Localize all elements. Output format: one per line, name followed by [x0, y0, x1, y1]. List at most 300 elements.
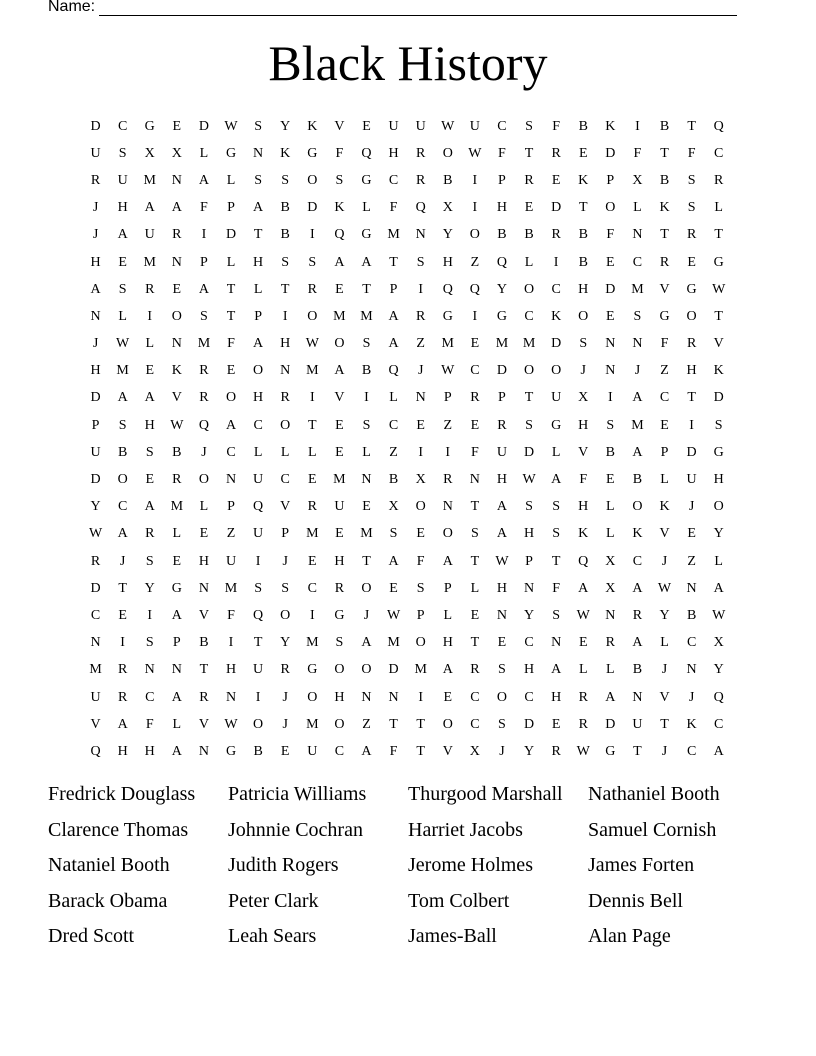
- grid-letter[interactable]: Y: [90, 499, 101, 515]
- grid-letter[interactable]: O: [415, 499, 426, 515]
- grid-letter[interactable]: S: [525, 417, 533, 433]
- grid-letter[interactable]: F: [389, 200, 398, 216]
- grid-letter[interactable]: Q: [334, 227, 345, 243]
- grid-letter[interactable]: W: [495, 553, 509, 569]
- grid-letter[interactable]: O: [334, 336, 345, 352]
- grid-letter[interactable]: A: [144, 499, 155, 515]
- grid-letter[interactable]: I: [309, 607, 315, 623]
- grid-letter[interactable]: R: [117, 689, 128, 705]
- grid-letter[interactable]: K: [578, 172, 589, 188]
- grid-letter[interactable]: E: [497, 635, 507, 651]
- grid-letter[interactable]: G: [307, 662, 318, 678]
- grid-letter[interactable]: X: [605, 580, 616, 596]
- grid-letter[interactable]: B: [632, 662, 643, 678]
- grid-letter[interactable]: D: [551, 336, 562, 352]
- grid-letter[interactable]: O: [280, 607, 291, 623]
- grid-letter[interactable]: P: [172, 635, 181, 651]
- grid-letter[interactable]: C: [90, 607, 101, 623]
- grid-letter[interactable]: F: [227, 336, 235, 352]
- grid-letter[interactable]: T: [199, 662, 209, 678]
- grid-letter[interactable]: E: [335, 444, 344, 460]
- grid-letter[interactable]: M: [441, 336, 454, 352]
- grid-letter[interactable]: A: [361, 635, 372, 651]
- grid-letter[interactable]: H: [198, 553, 209, 569]
- grid-letter[interactable]: B: [686, 607, 697, 623]
- grid-letter[interactable]: A: [388, 336, 399, 352]
- grid-letter[interactable]: R: [307, 499, 317, 515]
- grid-letter[interactable]: J: [282, 689, 288, 705]
- grid-letter[interactable]: P: [498, 390, 506, 406]
- grid-letter[interactable]: N: [225, 689, 237, 705]
- grid-letter[interactable]: R: [551, 227, 561, 243]
- grid-letter[interactable]: N: [415, 390, 426, 406]
- grid-letter[interactable]: Q: [469, 281, 480, 297]
- grid-letter[interactable]: C: [632, 553, 643, 569]
- grid-letter[interactable]: T: [389, 716, 398, 732]
- grid-letter[interactable]: P: [281, 526, 290, 542]
- grid-letter[interactable]: O: [469, 227, 480, 243]
- grid-letter[interactable]: A: [496, 499, 508, 515]
- grid-letter[interactable]: C: [388, 417, 399, 433]
- grid-letter[interactable]: I: [282, 308, 288, 324]
- grid-letter[interactable]: L: [660, 472, 669, 488]
- grid-letter[interactable]: M: [495, 336, 509, 352]
- grid-letter[interactable]: P: [227, 499, 235, 515]
- grid-letter[interactable]: E: [416, 526, 425, 542]
- grid-letter[interactable]: T: [253, 635, 263, 651]
- grid-letter[interactable]: D: [523, 444, 535, 460]
- grid-letter[interactable]: S: [498, 716, 506, 732]
- grid-letter[interactable]: B: [280, 227, 290, 243]
- grid-letter[interactable]: M: [414, 662, 427, 678]
- grid-letter[interactable]: M: [197, 336, 211, 352]
- grid-letter[interactable]: I: [364, 390, 369, 406]
- grid-letter[interactable]: L: [362, 200, 371, 216]
- grid-letter[interactable]: N: [171, 254, 182, 270]
- grid-letter[interactable]: I: [418, 444, 423, 460]
- grid-letter[interactable]: C: [497, 118, 507, 134]
- grid-letter[interactable]: U: [307, 743, 318, 759]
- grid-letter[interactable]: Y: [523, 743, 535, 759]
- grid-letter[interactable]: E: [687, 526, 696, 542]
- grid-letter[interactable]: S: [118, 417, 127, 433]
- grid-letter[interactable]: R: [686, 336, 697, 352]
- grid-letter[interactable]: S: [687, 200, 696, 216]
- grid-letter[interactable]: U: [225, 553, 237, 569]
- grid-letter[interactable]: F: [606, 227, 615, 243]
- grid-letter[interactable]: O: [361, 580, 372, 596]
- grid-letter[interactable]: R: [172, 472, 182, 488]
- grid-letter[interactable]: N: [442, 499, 453, 515]
- grid-letter[interactable]: G: [713, 444, 724, 460]
- grid-letter[interactable]: J: [92, 336, 99, 352]
- grid-letter[interactable]: O: [253, 363, 264, 379]
- grid-letter[interactable]: J: [661, 743, 668, 759]
- grid-letter[interactable]: S: [281, 172, 290, 188]
- grid-letter[interactable]: W: [170, 417, 184, 433]
- grid-letter[interactable]: H: [442, 635, 453, 651]
- grid-letter[interactable]: U: [253, 526, 264, 542]
- grid-letter[interactable]: J: [201, 444, 207, 460]
- grid-letter[interactable]: B: [388, 472, 399, 488]
- grid-letter[interactable]: I: [120, 635, 125, 651]
- grid-letter[interactable]: P: [660, 444, 669, 460]
- grid-letter[interactable]: S: [416, 254, 425, 270]
- grid-letter[interactable]: E: [199, 526, 209, 542]
- grid-letter[interactable]: S: [308, 254, 317, 270]
- grid-letter[interactable]: B: [659, 118, 670, 134]
- grid-letter[interactable]: K: [659, 499, 670, 515]
- grid-letter[interactable]: O: [334, 716, 345, 732]
- grid-letter[interactable]: K: [632, 526, 643, 542]
- grid-letter[interactable]: V: [198, 607, 209, 623]
- grid-letter[interactable]: L: [226, 172, 236, 188]
- grid-letter[interactable]: J: [282, 716, 288, 732]
- grid-letter[interactable]: G: [659, 308, 670, 324]
- grid-letter[interactable]: L: [362, 444, 371, 460]
- grid-letter[interactable]: S: [118, 145, 127, 161]
- grid-letter[interactable]: A: [388, 308, 399, 324]
- grid-letter[interactable]: A: [144, 200, 155, 216]
- grid-letter[interactable]: E: [606, 254, 615, 270]
- grid-letter[interactable]: U: [469, 118, 480, 134]
- grid-letter[interactable]: S: [416, 580, 425, 596]
- grid-letter[interactable]: D: [388, 662, 399, 678]
- grid-letter[interactable]: E: [335, 526, 344, 542]
- grid-letter[interactable]: N: [523, 580, 535, 596]
- grid-letter[interactable]: Y: [659, 607, 670, 623]
- grid-letter[interactable]: V: [280, 499, 291, 515]
- grid-letter[interactable]: Y: [144, 580, 155, 596]
- grid-letter[interactable]: V: [713, 336, 724, 352]
- grid-letter[interactable]: B: [361, 363, 372, 379]
- grid-letter[interactable]: W: [657, 580, 672, 596]
- grid-letter[interactable]: N: [632, 336, 643, 352]
- grid-letter[interactable]: W: [116, 336, 130, 352]
- grid-letter[interactable]: H: [578, 417, 589, 433]
- grid-letter[interactable]: E: [226, 363, 236, 379]
- grid-letter[interactable]: R: [497, 417, 507, 433]
- grid-letter[interactable]: M: [306, 526, 319, 542]
- grid-letter[interactable]: C: [470, 363, 480, 379]
- grid-letter[interactable]: A: [171, 200, 182, 216]
- grid-letter[interactable]: R: [145, 281, 155, 297]
- grid-letter[interactable]: F: [416, 553, 425, 569]
- grid-letter[interactable]: U: [334, 499, 345, 515]
- grid-letter[interactable]: O: [551, 363, 562, 379]
- grid-letter[interactable]: S: [145, 635, 154, 651]
- grid-letter[interactable]: Z: [389, 444, 398, 460]
- grid-letter[interactable]: Q: [713, 689, 724, 705]
- grid-letter[interactable]: O: [523, 363, 535, 379]
- grid-letter[interactable]: T: [660, 716, 669, 732]
- grid-letter[interactable]: T: [416, 743, 425, 759]
- grid-letter[interactable]: B: [199, 635, 209, 651]
- grid-letter[interactable]: L: [308, 444, 317, 460]
- grid-letter[interactable]: T: [687, 118, 696, 134]
- grid-letter[interactable]: O: [632, 499, 643, 515]
- grid-letter[interactable]: E: [578, 145, 588, 161]
- grid-letter[interactable]: T: [470, 635, 480, 651]
- grid-letter[interactable]: H: [388, 145, 399, 161]
- grid-letter[interactable]: S: [254, 118, 262, 134]
- grid-letter[interactable]: G: [605, 743, 616, 759]
- grid-letter[interactable]: R: [605, 635, 615, 651]
- grid-letter[interactable]: O: [307, 308, 318, 324]
- grid-letter[interactable]: K: [578, 526, 589, 542]
- grid-letter[interactable]: R: [145, 526, 155, 542]
- grid-letter[interactable]: O: [334, 662, 345, 678]
- grid-letter[interactable]: H: [442, 254, 453, 270]
- grid-letter[interactable]: L: [389, 390, 398, 406]
- grid-letter[interactable]: E: [551, 172, 561, 188]
- grid-letter[interactable]: R: [578, 716, 588, 732]
- grid-letter[interactable]: C: [524, 308, 534, 324]
- grid-letter[interactable]: O: [117, 472, 128, 488]
- grid-letter[interactable]: Y: [280, 118, 291, 134]
- grid-letter[interactable]: W: [88, 526, 103, 542]
- grid-letter[interactable]: A: [117, 716, 128, 732]
- grid-letter[interactable]: O: [253, 716, 264, 732]
- grid-letter[interactable]: M: [631, 417, 644, 433]
- grid-letter[interactable]: U: [117, 172, 128, 188]
- grid-letter[interactable]: D: [523, 716, 535, 732]
- grid-letter[interactable]: T: [714, 308, 723, 324]
- grid-letter[interactable]: M: [333, 472, 346, 488]
- grid-letter[interactable]: L: [145, 336, 155, 352]
- grid-letter[interactable]: U: [415, 118, 426, 134]
- grid-letter[interactable]: R: [199, 689, 209, 705]
- grid-letter[interactable]: S: [362, 417, 371, 433]
- grid-letter[interactable]: E: [308, 472, 317, 488]
- grid-letter[interactable]: T: [470, 499, 480, 515]
- grid-letter[interactable]: A: [117, 390, 128, 406]
- grid-letter[interactable]: V: [90, 716, 101, 732]
- grid-letter[interactable]: O: [225, 390, 237, 406]
- grid-letter[interactable]: E: [118, 254, 127, 270]
- grid-letter[interactable]: L: [253, 444, 263, 460]
- grid-letter[interactable]: X: [632, 172, 643, 188]
- grid-letter[interactable]: M: [387, 635, 400, 651]
- grid-letter[interactable]: P: [227, 200, 235, 216]
- grid-letter[interactable]: E: [308, 553, 317, 569]
- grid-letter[interactable]: Y: [496, 281, 508, 297]
- grid-letter[interactable]: P: [606, 172, 615, 188]
- grid-letter[interactable]: C: [714, 145, 724, 161]
- grid-letter[interactable]: A: [442, 662, 453, 678]
- grid-letter[interactable]: G: [713, 254, 724, 270]
- grid-letter[interactable]: A: [551, 472, 562, 488]
- grid-letter[interactable]: W: [224, 118, 238, 134]
- grid-letter[interactable]: Q: [388, 363, 399, 379]
- grid-letter[interactable]: M: [522, 336, 536, 352]
- grid-letter[interactable]: M: [143, 254, 156, 270]
- grid-letter[interactable]: N: [686, 662, 697, 678]
- grid-letter[interactable]: F: [200, 200, 208, 216]
- grid-letter[interactable]: R: [659, 254, 670, 270]
- grid-letter[interactable]: A: [117, 227, 128, 243]
- grid-letter[interactable]: N: [605, 336, 616, 352]
- grid-letter[interactable]: I: [472, 172, 478, 188]
- grid-letter[interactable]: D: [90, 580, 101, 596]
- grid-letter[interactable]: Q: [578, 553, 589, 569]
- grid-letter[interactable]: E: [172, 118, 182, 134]
- grid-letter[interactable]: D: [307, 200, 318, 216]
- grid-letter[interactable]: S: [362, 336, 371, 352]
- grid-letter[interactable]: I: [147, 607, 153, 623]
- grid-letter[interactable]: I: [255, 689, 261, 705]
- grid-letter[interactable]: U: [144, 227, 155, 243]
- grid-letter[interactable]: F: [145, 716, 154, 732]
- grid-letter[interactable]: S: [552, 607, 561, 623]
- grid-letter[interactable]: R: [470, 662, 480, 678]
- grid-letter[interactable]: E: [470, 336, 480, 352]
- grid-letter[interactable]: V: [442, 743, 453, 759]
- grid-letter[interactable]: R: [686, 227, 697, 243]
- grid-letter[interactable]: O: [361, 662, 372, 678]
- grid-letter[interactable]: N: [415, 227, 426, 243]
- grid-letter[interactable]: U: [253, 662, 264, 678]
- grid-letter[interactable]: H: [713, 472, 724, 488]
- grid-letter[interactable]: L: [660, 635, 669, 651]
- grid-letter[interactable]: T: [633, 743, 642, 759]
- grid-letter[interactable]: C: [280, 472, 290, 488]
- grid-letter[interactable]: E: [606, 472, 615, 488]
- grid-letter[interactable]: A: [632, 635, 643, 651]
- grid-letter[interactable]: E: [660, 417, 669, 433]
- grid-letter[interactable]: B: [578, 254, 588, 270]
- grid-letter[interactable]: Y: [713, 662, 724, 678]
- grid-letter[interactable]: A: [361, 743, 372, 759]
- grid-letter[interactable]: N: [225, 472, 237, 488]
- grid-letter[interactable]: Q: [496, 254, 508, 270]
- grid-letter[interactable]: C: [334, 743, 345, 759]
- grid-letter[interactable]: T: [280, 281, 290, 297]
- grid-letter[interactable]: X: [469, 743, 480, 759]
- grid-letter[interactable]: K: [605, 118, 616, 134]
- grid-letter[interactable]: H: [334, 553, 345, 569]
- grid-letter[interactable]: B: [443, 172, 453, 188]
- grid-letter[interactable]: V: [659, 281, 670, 297]
- grid-letter[interactable]: L: [118, 308, 127, 324]
- grid-letter[interactable]: A: [198, 281, 209, 297]
- grid-letter[interactable]: O: [442, 716, 453, 732]
- grid-letter[interactable]: U: [496, 444, 508, 460]
- grid-letter[interactable]: N: [361, 689, 372, 705]
- grid-letter[interactable]: W: [522, 472, 536, 488]
- grid-letter[interactable]: R: [172, 227, 182, 243]
- grid-letter[interactable]: D: [90, 472, 101, 488]
- grid-letter[interactable]: A: [171, 689, 182, 705]
- grid-letter[interactable]: B: [605, 444, 615, 460]
- grid-letter[interactable]: Q: [90, 743, 101, 759]
- grid-letter[interactable]: T: [362, 553, 371, 569]
- grid-letter[interactable]: S: [281, 254, 290, 270]
- grid-letter[interactable]: Z: [416, 336, 425, 352]
- grid-letter[interactable]: J: [92, 200, 99, 216]
- grid-letter[interactable]: G: [171, 580, 182, 596]
- grid-letter[interactable]: V: [198, 716, 209, 732]
- grid-letter[interactable]: L: [606, 526, 615, 542]
- grid-letter[interactable]: F: [227, 607, 235, 623]
- grid-letter[interactable]: V: [659, 526, 670, 542]
- grid-letter[interactable]: M: [333, 308, 346, 324]
- grid-letter[interactable]: U: [253, 472, 264, 488]
- grid-letter[interactable]: A: [171, 743, 182, 759]
- grid-letter[interactable]: P: [200, 254, 208, 270]
- grid-letter[interactable]: Z: [362, 716, 371, 732]
- grid-letter[interactable]: D: [225, 227, 237, 243]
- grid-letter[interactable]: A: [225, 417, 237, 433]
- grid-letter[interactable]: A: [442, 553, 453, 569]
- grid-letter[interactable]: G: [334, 607, 345, 623]
- grid-letter[interactable]: W: [441, 118, 455, 134]
- grid-letter[interactable]: U: [686, 472, 697, 488]
- grid-letter[interactable]: H: [496, 200, 508, 216]
- grid-letter[interactable]: A: [632, 444, 643, 460]
- grid-letter[interactable]: E: [145, 363, 155, 379]
- grid-letter[interactable]: J: [499, 743, 505, 759]
- grid-letter[interactable]: I: [445, 444, 451, 460]
- grid-letter[interactable]: J: [661, 553, 668, 569]
- grid-letter[interactable]: P: [416, 607, 425, 623]
- grid-letter[interactable]: U: [632, 716, 643, 732]
- grid-letter[interactable]: P: [443, 580, 452, 596]
- grid-letter[interactable]: V: [334, 390, 345, 406]
- grid-letter[interactable]: L: [280, 444, 290, 460]
- grid-letter[interactable]: C: [307, 580, 317, 596]
- grid-letter[interactable]: D: [90, 118, 101, 134]
- grid-letter[interactable]: T: [551, 553, 561, 569]
- grid-letter[interactable]: M: [143, 172, 156, 188]
- grid-letter[interactable]: O: [578, 308, 589, 324]
- grid-letter[interactable]: H: [117, 743, 128, 759]
- grid-letter[interactable]: W: [576, 607, 590, 623]
- grid-letter[interactable]: G: [686, 281, 697, 297]
- grid-letter[interactable]: I: [689, 417, 694, 433]
- grid-letter[interactable]: T: [416, 716, 425, 732]
- grid-letter[interactable]: H: [253, 390, 264, 406]
- grid-letter[interactable]: M: [306, 716, 319, 732]
- grid-letter[interactable]: A: [253, 200, 264, 216]
- grid-letter[interactable]: P: [91, 417, 100, 433]
- grid-letter[interactable]: R: [416, 308, 426, 324]
- grid-letter[interactable]: R: [470, 390, 480, 406]
- grid-letter[interactable]: H: [90, 254, 101, 270]
- grid-letter[interactable]: W: [441, 363, 455, 379]
- grid-letter[interactable]: P: [443, 390, 452, 406]
- grid-letter[interactable]: I: [309, 390, 315, 406]
- grid-letter[interactable]: D: [686, 444, 697, 460]
- grid-letter[interactable]: E: [551, 716, 561, 732]
- grid-letter[interactable]: L: [443, 607, 453, 623]
- grid-letter[interactable]: N: [198, 743, 209, 759]
- grid-letter[interactable]: U: [551, 390, 562, 406]
- grid-letter[interactable]: J: [92, 227, 99, 243]
- grid-letter[interactable]: V: [334, 118, 345, 134]
- grid-letter[interactable]: B: [524, 227, 534, 243]
- grid-letter[interactable]: T: [253, 227, 263, 243]
- grid-letter[interactable]: G: [361, 227, 372, 243]
- grid-letter[interactable]: R: [551, 743, 561, 759]
- grid-letter[interactable]: E: [172, 281, 182, 297]
- grid-letter[interactable]: I: [418, 689, 423, 705]
- grid-letter[interactable]: A: [388, 553, 399, 569]
- grid-letter[interactable]: T: [362, 281, 371, 297]
- grid-letter[interactable]: A: [496, 526, 508, 542]
- grid-letter[interactable]: J: [688, 689, 695, 705]
- grid-letter[interactable]: H: [253, 254, 264, 270]
